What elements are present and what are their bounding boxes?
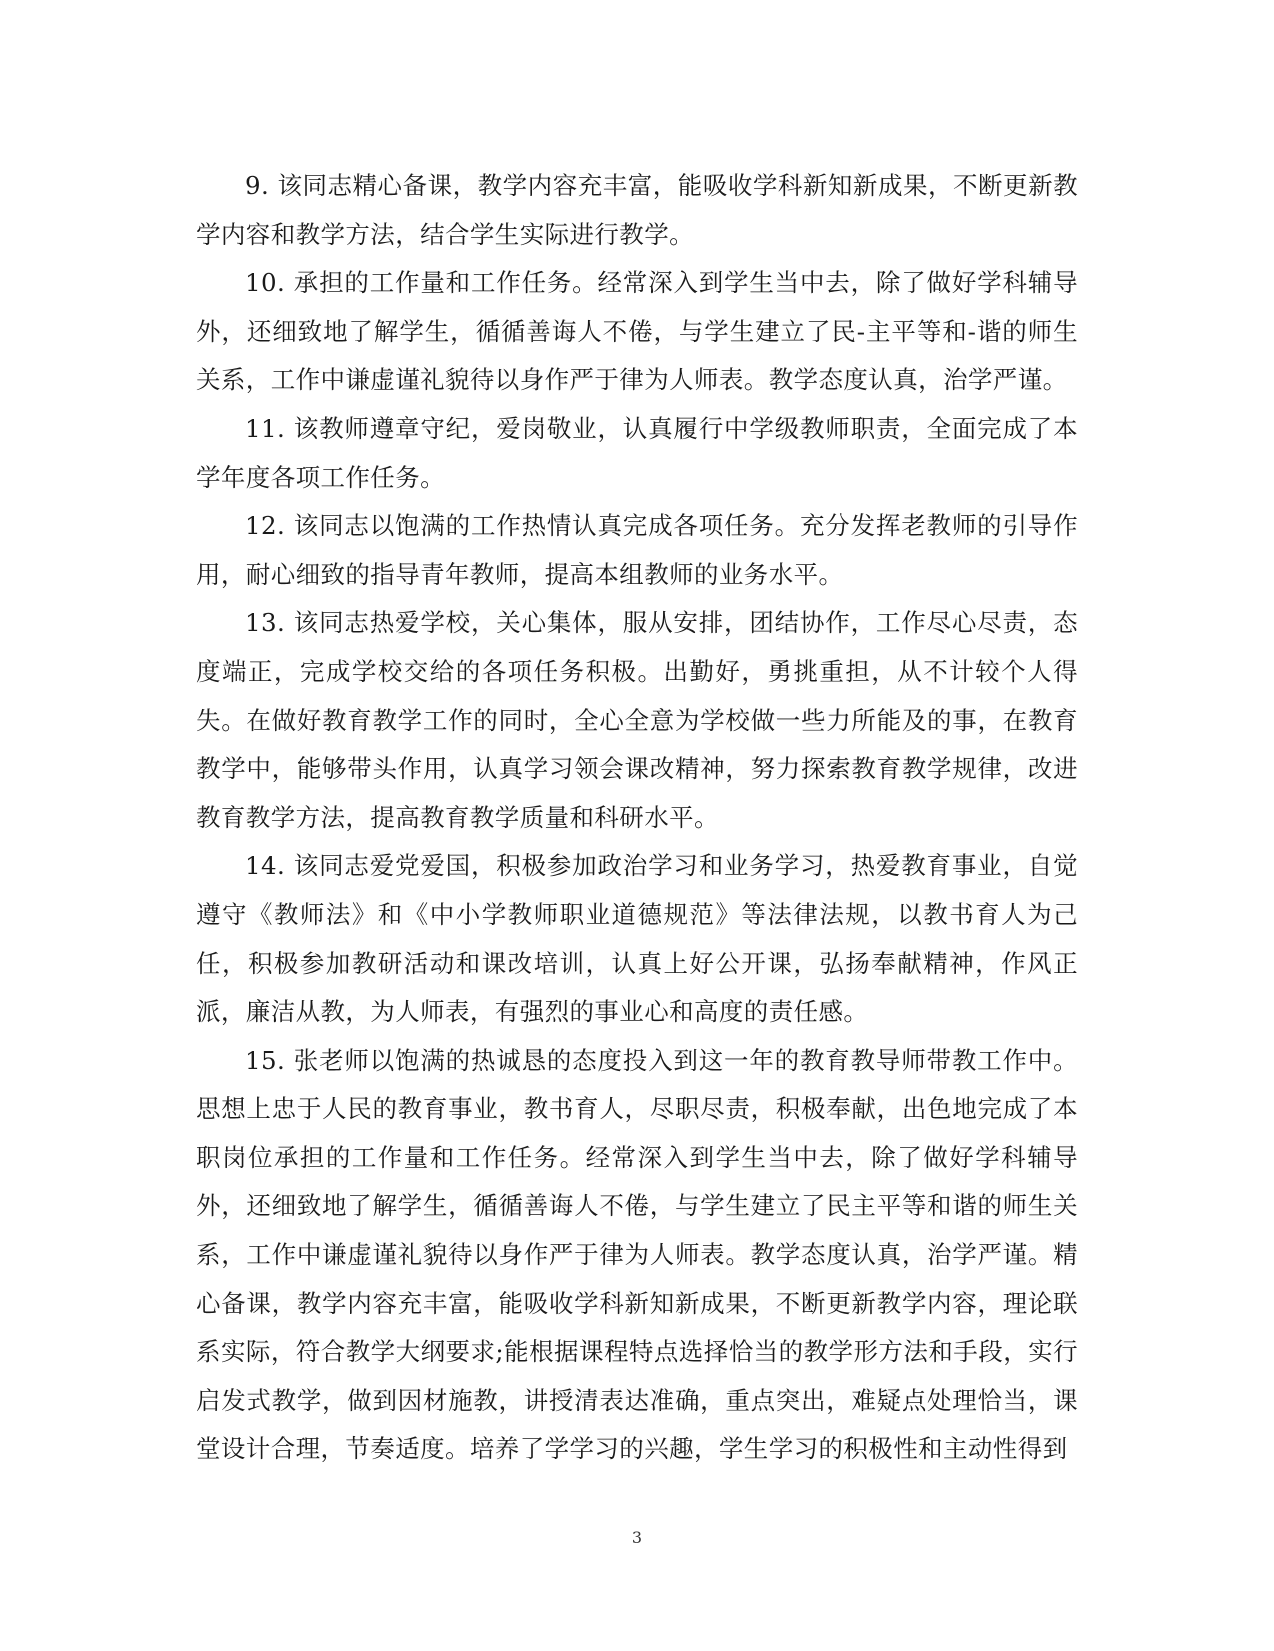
paragraph-item-9: 9. 该同志精心备课，教学内容充丰富，能吸收学科新知新成果，不断更新教学内容和教学方法，结合学生实际进行教学。 [196, 171, 1078, 249]
paragraph-item-15: 15. 张老师以饱满的热诚恳的态度投入到这一年的教育教导师带教工作中。思想上忠于人民的教育事业，教书育人，尽职尽责，积极奉献，出色地完成了本职岗位承担的工作量和工作任务。经常深入到学生当中去，除了做好学科辅导外，还细致地了解学生，循循善诲人不倦，与学生建立了民主平等和谐的师生关系，工作中谦虚谨礼貌待以身作严于律为人师表。教学态度认真，治学严谨。精心备课，教学内容充丰富，能吸收学科新知新成果，不断更新教学内容，理论联系实际，符合教学大纲要求;能根据课程特点选择恰当的教学形方法和手段，实行启发式教学，做到因材施教，讲授清表达准确，重点突出，难疑点处理恰当，课堂设计合理，节奏适度。培养了学学习的兴趣，学生学习的积极性和主动性得到 [196, 1045, 1078, 1464]
paragraph-item-11: 11. 该教师遵章守纪，爱岗敬业，认真履行中学级教师职责，全面完成了本学年度各项工作任务。 [196, 413, 1078, 492]
document-body [196, 162, 1078, 1474]
page-number: 3 [631, 1528, 643, 1547]
paragraph-item-14: 14. 该同志爱党爱国，积极参加政治学习和业务学习，热爱教育事业，自觉遵守《教师法》和《中小学教师职业道德规范》等法律法规，以教书育人为己任，积极参加教研活动和课改培训，认真上好公开课，弘扬奉献精神，作风正派，廉洁从教，为人师表，有强烈的事业心和高度的责任感。 [196, 851, 1078, 1027]
paragraph-item-12: 12. 该同志以饱满的工作热情认真完成各项任务。充分发挥老教师的引导作用，耐心细致的指导青年教师，提高本组教师的业务水平。 [196, 511, 1078, 589]
paragraph-item-13: 13. 该同志热爱学校，关心集体，服从安排，团结协作，工作尽心尽责，态度端正，完成学校交给的各项任务积极。出勤好，勇挑重担，从不计较个人得失。在做好教育教学工作的同时，全心全意为学校做一些力所能及的事，在教育教学中，能够带头作用，认真学习领会课改精神，努力探索教育教学规律，改进教育教学方法，提高教育教学质量和科研水平。 [196, 608, 1078, 832]
paragraph-item-10: 10. 承担的工作量和工作任务。经常深入到学生当中去，除了做好学科辅导外，还细致地了解学生，循循善诲人不倦，与学生建立了民-主平等和-谐的师生关系，工作中谦虚谨礼貌待以身作严于律为人师表。教学态度认真，治学严谨。 [196, 268, 1078, 395]
